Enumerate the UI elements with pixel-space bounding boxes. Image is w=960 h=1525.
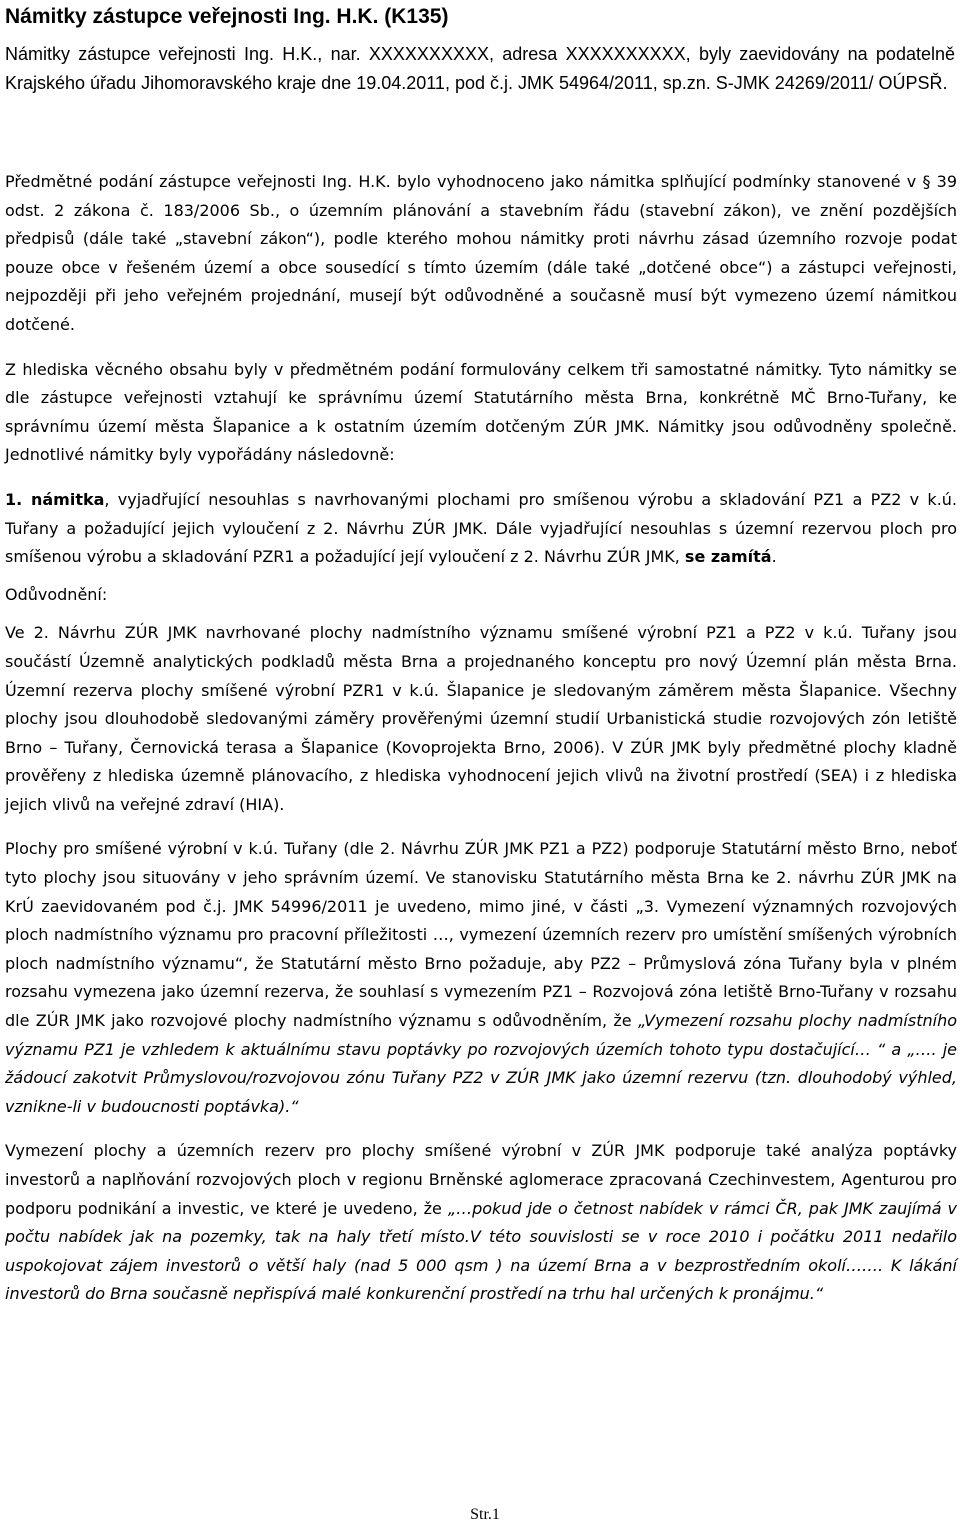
objection-1-label: 1. námitka — [5, 489, 105, 509]
justification-3-text: Vymezení plochy a územních rezerv pro plochy smíšené výrobní v ZÚR JMK podporuje také analýza poptávky investorů a naplňování rozvojových ploch v regionu Brněnské aglomerace zpracovaná Czechinvestem, Agenturou pro podporu podnikání a investic, ve které je uvedeno, že — [5, 1141, 957, 1218]
justification-label: Odůvodnění: — [5, 584, 108, 604]
justification-3-quote: „…pokud jde o četnost nabídek v rámci ČR, pak JMK zaujímá v počtu nabídek jak na pozemky, tak na haly třetí místo.V této souvislosti se v roce 2010 i počátku 2011 nedařilo uspokojovat zájem investorů o větší haly (nad 5 000 qsm ) na území Brna a v bezprostředním okolí……. K lákání investorů do Brna současně nepřispívá malé konkurenční prostředí na trhu hal určených k pronájmu.“ — [5, 1198, 957, 1304]
objection-1-verdict: se zamítá — [684, 547, 772, 567]
paragraph-objection-1 — [5, 486, 957, 572]
paragraph-objections-overview: Z hlediska věcného obsahu byly v předmětném podání formulovány celkem tři samostatné námitky. Tyto námitky se dle zástupce veřejnosti vztahují ke správnímu území Statutárního města Brna, konkrétně MČ Brno-Tuřany, ke správnímu území města Šlapanice a k ostatním územím dotčeným ZÚR JMK. Námitky jsou odůvodněny společně. Jednotlivé námitky byly vypořádány následovně: — [5, 359, 957, 465]
document-body — [5, 168, 957, 1314]
document-heading: Námitky zástupce veřejnosti Ing. H.K. (K135) — [5, 5, 449, 28]
intro-paragraph: Námitky zástupce veřejnosti Ing. H.K., nar. XXXXXXXXXX, adresa XXXXXXXXXX, byly zaevidovány na podatelně Krajského úřadu Jihomoravského kraje dne 19.04.2011, pod č.j. JMK 54964/2011, sp.zn. S-JMK 24269/2011/ OÚPSŘ. — [5, 44, 955, 93]
paragraph-justification-3 — [5, 1137, 957, 1309]
justification-2-text: Plochy pro smíšené výrobní v k.ú. Tuřany (dle 2. Návrhu ZÚR JMK PZ1 a PZ2) podporuje Statutární město Brno, neboť tyto plochy jsou situovány v jeho správním území. Ve stanovisku Statutárního města Brna ke 2. návrhu ZÚR JMK na KrÚ zaevidovaném pod č.j. JMK 54996/2011 je uvedeno, mimo jiné, v části „3. Vymezení významných rozvojových ploch nadmístního významu pro pracovní příležitosti …, vymezení územních rezerv pro umístění smíšených výrobních ploch nadmístního významu“, že Statutární město Brno požaduje, aby PZ2 – Průmyslová zóna Tuřany byla v plném rozsahu vymezena jako územní rezerva, že souhlasí s vymezením PZ1 – Rozvojová zóna letiště Brno-Tuřany v rozsahu dle ZÚR JMK jako rozvojové plochy nadmístního významu s odůvodněním, že — [5, 839, 957, 1031]
paragraph-justification-2 — [5, 835, 957, 1121]
justification-2-quote: „Vymezení rozsahu plochy nadmístního významu PZ1 je vzhledem k aktuálnímu stavu poptávky po rozvojových územích tohoto typu dostačující… “ a „…. je žádoucí zakotvit Průmyslovou/rozvojovou zónu Tuřany PZ2 v ZÚR JMK jako územní rezervu (tzn. dlouhodobý výhled, vznikne-li v budoucnosti poptávka).“ — [5, 1011, 957, 1116]
page-number: Str.1 — [470, 1506, 500, 1523]
paragraph-evaluation — [5, 168, 957, 340]
paragraph-evaluation-end: , o územním plánování a stavebním řádu (stavební zákon), ve znění pozdějších předpisů (dále také „stavební zákon“), podle kterého mohou námitky proti návrhu zásad územního rozvoje podat pouze obce v řešeném území a obce sousedící s tímto územím (dále také „dotčené obce“) a zástupci veřejnosti, nejpozději při jeho veřejném projednání, musejí být odůvodněné a současně musí být vymezeno území námitkou dotčené. — [5, 200, 957, 334]
document-page — [5, 0, 957, 1525]
paragraph-justification-1: Ve 2. Návrhu ZÚR JMK navrhované plochy nadmístního významu smíšené výrobní PZ1 a PZ2 v k.ú. Tuřany jsou součástí Územně analytických podkladů města Brna a projednaného konceptu pro nový Územní plán města Brna. Územní rezerva plochy smíšené výrobní PZR1 v k.ú. Šlapanice je sledovaným záměrem města Šlapanice. Všechny plochy jsou dlouhodobě sledovanými záměry prověřenými územní studií Urbanistická studie rozvojových zón letiště Brno – Tuřany, Černovická terasa a Šlapanice (Kovoprojekta Brno, 2006). V ZÚR JMK byly předmětné plochy kladně prověřeny z hlediska územně plánovacího, z hlediska vyhodnocení jejich vlivů na životní prostředí (SEA) i z hlediska jejich vlivů na veřejné zdraví (HIA). — [5, 623, 957, 814]
paragraph-evaluation-start: Předmětné podání zástupce veřejnosti Ing. H.K. bylo vyhodnoceno jako námitka splňující podmínky stanovené v § 39 odst. 2 zákona č. 183/2006 Sb. — [5, 172, 957, 220]
objection-1-period: . — [771, 547, 777, 567]
objection-1-text: , vyjadřující nesouhlas s navrhovanými plochami pro smíšenou výrobu a skladování PZ1 a PZ2 v k.ú. Tuřany a požadující jejich vyloučení z 2. Návrhu ZÚR JMK. Dále vyjadřující nesouhlas s územní rezervou ploch pro smíšenou výrobu a skladování PZR1 a požadující její vyloučení z 2. Návrhu ZÚR JMK, — [5, 489, 957, 567]
